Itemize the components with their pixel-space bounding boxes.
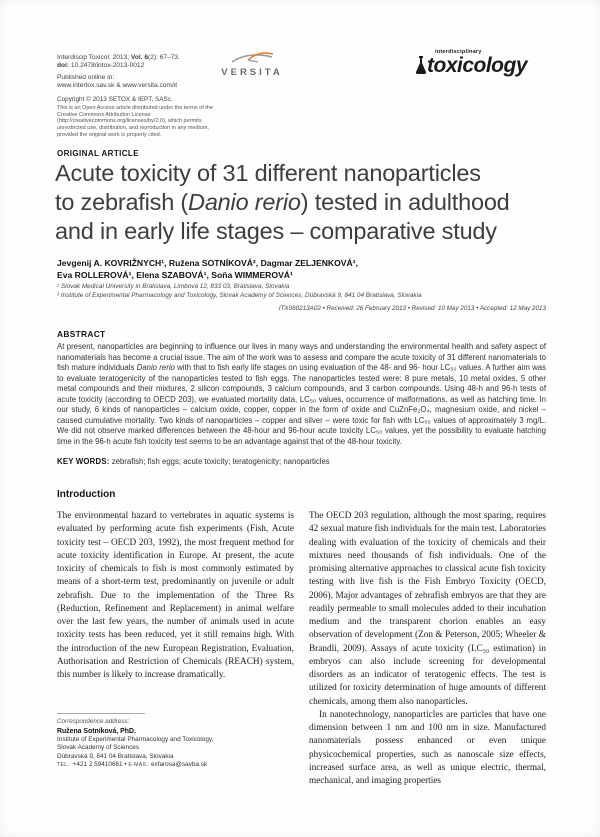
title-line-3: and in early life stages – comparative study xyxy=(55,218,497,244)
correspondence-org-line-3: Dúbravská 9, 841 04 Bratislava, Slovakia xyxy=(57,752,174,760)
license-text: This is an Open Access article distributed under the terms of the Creative Commons Attribution License (http://creativecommons.org/licenses/by/2.0), which permits unrestricted use, distribution, and reproduction in any medium, provided the original work is properly cited. xyxy=(57,104,213,139)
doi-label: doi: xyxy=(57,62,70,70)
journal-citation: Interdiscip Toxicol. 2013; Vol. 6(2): 67–73. xyxy=(57,54,180,61)
flask-icon xyxy=(415,55,427,75)
doi-line xyxy=(57,62,225,70)
keywords-text: zebrafish; fish eggs; acute toxicity; teratogenicity; nanoparticles xyxy=(109,457,330,467)
published-online-block xyxy=(57,74,225,91)
authors-block xyxy=(57,258,547,281)
intro-left-paragraph: The environmental hazard to vertebrates in aquatic systems is evaluated by performing acute fish experiments (Fish, Acute toxicity test – OECD 203, 1992), the most frequent method for acute toxicity identification in Europe. At present, the acute toxicity of chemicals to fish is most commonly estimated by means of a short-term test, predominantly on juvenile or adult zebrafish. Due to the implementation of the Three Rs (Reduction, Refinement and Replacement) in animal welfare over the last few years, the number of animals used in acute toxicity tests has been reduced, yet it still remains high. With the introduction of the new European Registration, Evaluation, Authorisation and Restriction of Chemicals (REACH) system, this number is likely to increase dramatically. xyxy=(57,511,294,680)
email-value: exfarosa@savba.sk xyxy=(150,761,208,769)
article-title xyxy=(55,159,547,246)
email-label: E-MAIL: xyxy=(126,762,151,769)
correspondence-org-line-2: Slovak Academy of Sciences xyxy=(57,744,140,752)
authors-line-1: Jevgenij A. KOVRIŽNYCH¹, Ružena SOTNÍKOVÁ², Dagmar ZELJENKOVÁ¹, xyxy=(57,258,358,268)
doi-value: 10.2478/intox-2013-0012 xyxy=(69,62,145,70)
right-column xyxy=(309,489,546,788)
published-label: Published online in: xyxy=(57,73,115,81)
correspondence-name: Ružena Sotníková, PhD. xyxy=(57,727,136,735)
correspondence-block xyxy=(57,713,294,770)
tel-value: +421 2 59410661 xyxy=(70,761,125,769)
correspondence-org-line-1: Institute of Experimental Pharmacology and Toxicology, xyxy=(57,735,214,743)
published-urls: www.intertox.sav.sk & www.versita.com/it xyxy=(57,82,178,90)
versita-wordmark: VERSITA xyxy=(221,67,283,78)
journal-logo-toxicology: toxicology xyxy=(427,54,528,77)
versita-swoosh-icon xyxy=(230,51,274,66)
abstract-heading: ABSTRACT xyxy=(57,329,106,339)
journal-meta-block xyxy=(57,54,225,139)
affiliation-2: ² Institute of Experimental Pharmacology and Toxicology, Slovak Academy of Sciences, Dúbravská 9, 841 04 Bratislava, Slovakia xyxy=(57,291,422,299)
intro-right-paragraph-2: In nanotechnology, nanoparticles are particles that have one dimension between 1 nm and 100 nm in size. Manufactured nanomaterials possess enhanced or even unique physicochemical properties, such as nanoscale size effects, increased surface area, as well as unique electric, thermal, mechanical, and imaging properties xyxy=(309,709,546,786)
versita-logo xyxy=(213,51,291,78)
correspondence-divider xyxy=(57,713,145,714)
journal-logo-interdisciplinary: interdisciplinary xyxy=(435,49,482,55)
article-history: ITX060213A02 • Received: 26 February 2013 • Revised: 10 May 2013 • Accepted: 12 May 2013 xyxy=(278,305,546,312)
keywords-label: KEY WORDS: xyxy=(57,457,110,467)
correspondence-label: Correspondence address: xyxy=(57,718,130,725)
contact-separator: • xyxy=(124,761,127,769)
intro-right-paragraph-1: The OECD 203 regulation, although the most sparing, requires 42 sexual mature fish individuals for the main test. Laboratories dealing with evaluation of the toxicity of chemicals and their mixtures need thousands of fish individuals. One of the promising alternative approaches to classical acute fish toxicity testing with live fish is the Fish Embryo Toxicity (OECD, 2006). Major advantages of zebrafish embryos are that they are readily permeable to small molecules added to their incubation medium and the transparent chorion enables an easy observation of development (Zon & Peterson, 2005; Wheeler & Brandli, 2009). Assays of acute toxicity (LC₅₀ estimation) in embryos can also include screening for developmental disorders as an indicator of teratogenic effects. The test is utilized for toxicity determination of huge amounts of different chemicals, among them also nanoparticles. xyxy=(309,511,546,707)
title-line-1: Acute toxicity of 31 different nanoparticles xyxy=(55,160,481,186)
intro-heading: Introduction xyxy=(57,489,116,500)
authors-line-2: Eva ROLLEROVÁ¹, Elena SZABOVÁ¹, Soňa WIMMEROVÁ¹ xyxy=(57,269,293,280)
keywords-line xyxy=(57,457,546,466)
affiliation-1: ¹ Slovak Medical University in Bratislava, Limbová 12, 833 03, Bratislava, Slovakia xyxy=(57,283,290,290)
article-type-label: ORIGINAL ARTICLE xyxy=(57,149,139,158)
tel-label: TEL.: xyxy=(57,762,71,769)
abstract-section xyxy=(57,329,546,466)
title-line-2: to zebrafish (Danio rerio) tested in adulthood xyxy=(55,189,510,215)
abstract-text: At present, nanoparticles are beginning to influence our lives in many ways and understanding the environmental health and safety aspect of nanomaterials has become a crucial issue. The aim of the work was to assess and compare the acute toxicity of 31 different nanomaterials to fish mature individuals Danio rerio with that to fish early life stages on using evaluation of the 48- and 96- hour LC₅₀ values. A further aim was to evaluate teratogenicity of the nanoparticles tested to fish eggs. The nanoparticles tested were: 8 pure metals, 10 metal oxides, 5 other metal compounds and their mixtures, 2 silicon compounds, 3 calcium compounds, and 3 carbon compounds. Using 48-h and 96-h tests of acute toxicity (according to OECD 203), we evaluated mortality data, LC₅₀ values, occurrence of malformations, as well as hatching time. In our study, 6 kinds of nanoparticles – calcium oxide, copper, copper in the form of oxide and CuZnFe₂O₄, magnesium oxide, and nickel – caused cumulative mortality. Two kinds of nanoparticles – copper and silver – were toxic for fish with LC₅₀ values of approximately 3 mg/L. We did not observe marked differences between the 48-hour and 96-hour acute toxicity LC₅₀ values, yet the possibility to evaluate hatching time in the 96-h acute fish toxicity test seems to be an advantage against that of the 48-hour toxicity. xyxy=(57,342,546,446)
correspondence-contact xyxy=(57,761,294,770)
journal-logo xyxy=(415,49,545,77)
copyright-line: Copyright © 2013 SETOX & IEPT, SASc. xyxy=(57,95,173,103)
affiliations-block xyxy=(57,283,547,301)
